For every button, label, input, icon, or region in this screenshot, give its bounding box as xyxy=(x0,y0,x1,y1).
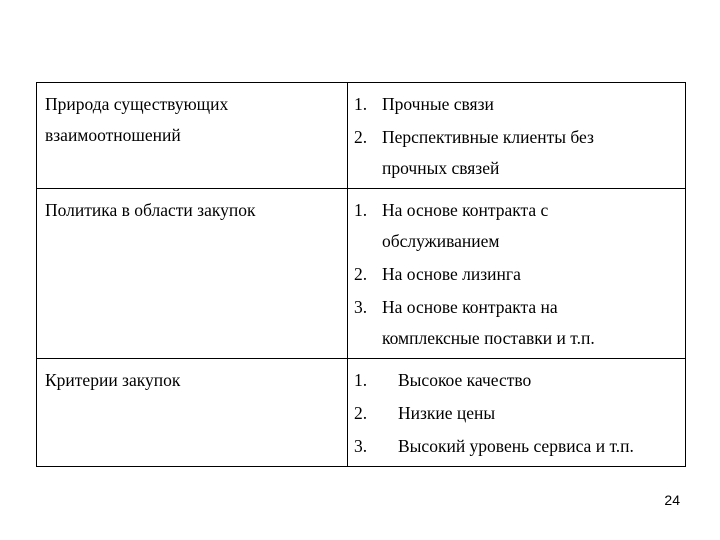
criterion-label: Критерии закупок xyxy=(45,370,181,390)
item-number: 1. xyxy=(354,370,368,390)
criteria-table xyxy=(36,82,686,467)
list-item xyxy=(348,365,681,396)
criterion-label: Природа существующих взаимоотношений xyxy=(45,94,229,145)
list-item xyxy=(348,195,681,257)
item-number: 2. xyxy=(354,264,368,284)
page-number: 24 xyxy=(664,492,680,508)
item-text: На основе контракта на комплексные поставки и т.п. xyxy=(382,297,595,348)
item-number: 2. xyxy=(354,127,368,147)
list-item xyxy=(348,122,681,184)
item-text: Перспективные клиенты без прочных связей xyxy=(382,127,594,178)
list-item xyxy=(348,431,681,462)
item-number: 3. xyxy=(354,297,368,317)
list-item xyxy=(348,292,681,354)
table-row xyxy=(37,83,686,189)
item-number: 1. xyxy=(354,94,368,114)
list-item xyxy=(348,259,681,290)
item-number: 1. xyxy=(354,200,368,220)
items-cell xyxy=(348,189,686,359)
item-text: Высокий уровень сервиса и т.п. xyxy=(398,436,634,456)
item-text: Высокое качество xyxy=(398,370,532,390)
list-item xyxy=(348,89,681,120)
table-row xyxy=(37,359,686,467)
criterion-cell xyxy=(37,189,348,359)
item-number: 2. xyxy=(354,403,368,423)
item-text: На основе лизинга xyxy=(382,264,521,284)
criterion-cell xyxy=(37,83,348,189)
item-text: На основе контракта с обслуживанием xyxy=(382,200,549,251)
item-text: Низкие цены xyxy=(398,403,496,423)
criterion-cell xyxy=(37,359,348,467)
list-item xyxy=(348,398,681,429)
items-cell xyxy=(348,83,686,189)
item-number: 3. xyxy=(354,436,368,456)
items-cell xyxy=(348,359,686,467)
criterion-label: Политика в области закупок xyxy=(45,200,256,220)
item-text: Прочные связи xyxy=(382,94,494,114)
table-row xyxy=(37,189,686,359)
